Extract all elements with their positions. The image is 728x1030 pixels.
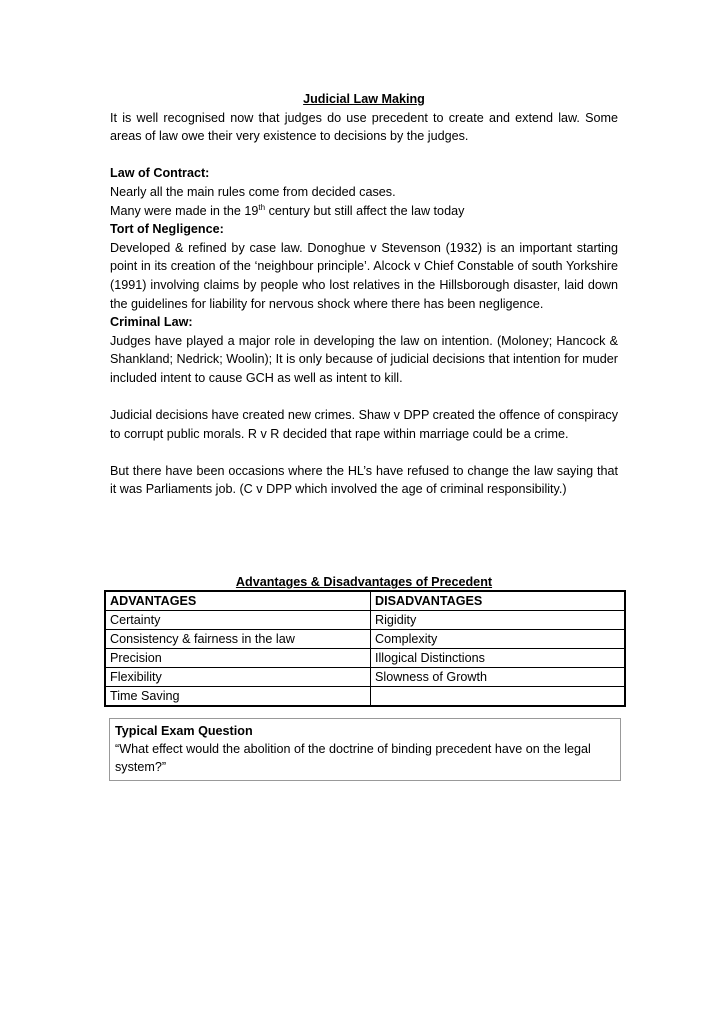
contract-heading: Law of Contract: — [110, 166, 210, 181]
table-header-row — [105, 591, 625, 611]
exam-heading: Typical Exam Question — [115, 724, 253, 738]
advantages-header: ADVANTAGES — [105, 591, 371, 611]
disadvantage-cell: Complexity — [371, 630, 626, 649]
advantage-cell: Time Saving — [105, 687, 371, 707]
tort-heading: Tort of Negligence: — [110, 222, 224, 237]
disadvantages-header: DISADVANTAGES — [371, 591, 626, 611]
contract-line-2-rest: century but still affect the law today — [265, 203, 465, 218]
exam-question-box — [109, 718, 621, 781]
disadvantage-cell: Illogical Distinctions — [371, 649, 626, 668]
contract-line-1: Nearly all the main rules come from decided cases. — [110, 184, 396, 199]
contract-line-2 — [110, 202, 618, 221]
refusal-paragraph: But there have been occasions where the HL’s have refused to change the law saying that it was Parliaments job. (C v DPP which involved the age of criminal responsibility.) — [110, 463, 618, 497]
advantage-cell: Certainty — [105, 611, 371, 630]
tort-paragraph: Developed & refined by case law. Donoghue v Stevenson (1932) is an important starting point in its creation of the ‘neighbour principle’. Alcock v Chief Constable of south Yorkshire (1991) involving claims by people who lost relatives in the Hillsborough disaster, laid down the guidelines for liability for nervous shock where there has been negligence. — [110, 240, 618, 311]
document-body — [110, 90, 618, 499]
table-row — [105, 687, 625, 707]
disadvantage-cell: Slowness of Growth — [371, 668, 626, 687]
exam-question-text: “What effect would the abolition of the doctrine of binding precedent have on the legal system?” — [115, 742, 591, 774]
precedent-table — [104, 590, 626, 707]
table-row — [105, 611, 625, 630]
table-row — [105, 649, 625, 668]
criminal-paragraph: Judges have played a major role in developing the law on intention. (Moloney; Hancock & Shankland; Nedrick; Woolin); It is only because of judicial decisions that intention for muder included intent to cause GCH as well as intent to kill. — [110, 333, 618, 385]
page-title: Judicial Law Making — [303, 92, 425, 106]
intro-paragraph: It is well recognised now that judges do use precedent to create and extend law. Some areas of law owe their very existence to decisions by the judges. — [110, 110, 618, 144]
disadvantage-cell — [371, 687, 626, 707]
new-crimes-paragraph: Judicial decisions have created new crimes. Shaw v DPP created the offence of conspiracy to corrupt public morals. R v R decided that rape within marriage could be a crime. — [110, 408, 618, 441]
advantage-cell: Precision — [105, 649, 371, 668]
table-row — [105, 630, 625, 649]
contract-line-2-text: Many were made in the 19 — [110, 203, 259, 218]
ordinal-suffix: th — [258, 202, 266, 212]
advantage-cell: Flexibility — [105, 668, 371, 687]
advantage-cell: Consistency & fairness in the law — [105, 630, 371, 649]
table-row — [105, 668, 625, 687]
criminal-heading: Criminal Law: — [110, 315, 193, 330]
disadvantage-cell: Rigidity — [371, 611, 626, 630]
table-title: Advantages & Disadvantages of Precedent — [235, 575, 493, 589]
